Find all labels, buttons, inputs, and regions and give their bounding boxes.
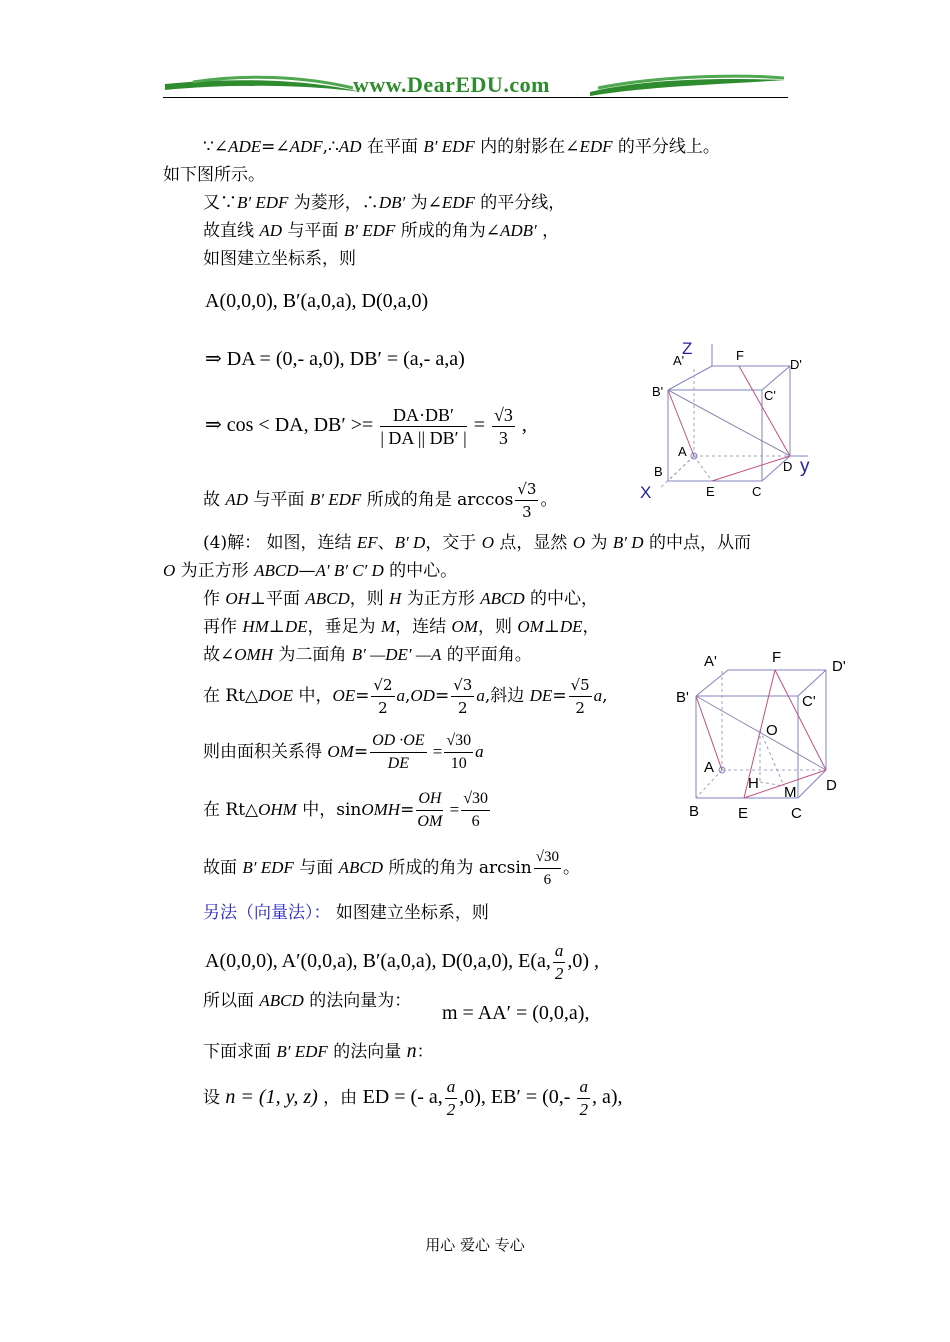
fraction-sqrt3-over-2: $\frac{√3}{2}$ (453, 676, 473, 717)
fig2-label-a: A (704, 759, 715, 776)
fig1-label-c: C (752, 484, 762, 499)
text-line-1: ∵∠ADE=∠ADF,∴AD 在平面 B′ EDF 内的射影在∠EDF 的平分线上。 (203, 137, 720, 157)
fig2-label-o: O (766, 722, 778, 739)
footer-motto: 用心 爱心 专心 (425, 1236, 525, 1254)
fraction-a-over-2-ed: $\frac{a}{2}$ (446, 1077, 456, 1119)
fraction-sqrt30-over-10: $\frac{√30}{10}$ (446, 732, 472, 772)
fig1-label-a: A (678, 444, 687, 459)
text-line-13: 则由面积关系得 OM= $\frac{OD \cdot OE}{DE}$ = $\frac{√30}{10}$ a (203, 730, 484, 775)
fig1-label-z: Z (682, 339, 693, 358)
header-rule (163, 97, 788, 98)
fig2-label-e: E (738, 805, 749, 822)
figure-cube-dihedral-angle (672, 648, 852, 824)
fig1-label-a1: A' (673, 353, 685, 368)
fraction-a-over-2: $\frac{a}{2}$ (554, 941, 564, 983)
fraction-sqrt5-over-2: $\frac{√5}{2}$ (570, 676, 590, 717)
text-line-15: 故面 B′ EDF 与面 ABCD 所成的角为 arcsin $\frac{√30}{6}$ 。 (203, 846, 580, 891)
fraction-dot-product: $\frac{DA\cdot DB'}{| DA || DB' |}$ (380, 405, 467, 448)
text-line-17: 所以面 ABCD 的法向量为： (203, 991, 412, 1011)
text-line-18: 下面求面 B′ EDF 的法向量 n： (203, 1040, 434, 1062)
text-line-14: 在 Rt△OHM 中，sinOMH= $\frac{OH}{OM}$ = $\frac{√30}{6}$ (203, 788, 492, 833)
text-line-3: 又∵B′ EDF 为菱形，∴DB′ 为∠EDF 的平分线， (203, 193, 566, 213)
fraction-arcsin: $\frac{√30}{6}$ (534, 846, 561, 891)
fig2-label-f: F (772, 649, 782, 666)
fraction-arccos: $\frac{√3}{3}$ (517, 480, 537, 521)
fig2-label-h: H (748, 775, 759, 792)
fig1-label-b1: B' (652, 384, 664, 399)
equation-vectors-1: ⇒ DA = (0,- a,0), DB′ = (a,- a,a) (205, 348, 465, 370)
text-line-9: 作 OH⊥平面 ABCD，则 H 为正方形 ABCD 的中心， (203, 589, 599, 609)
fig1-label-d1: D' (790, 357, 802, 372)
fig2-label-d1: D' (832, 658, 846, 675)
fraction-sqrt30-over-6: $\frac{√30}{6}$ (463, 790, 489, 830)
fig2-label-b1: B' (676, 689, 689, 706)
equation-cosine: ⇒ cos < DA, DB′ >= $\frac{DA\cdot DB'}{| DA || DB' |}$ = $\frac{√3}{3}$ , (205, 405, 527, 448)
equation-normal-m: m = AA′ = (0,0,a), (442, 1002, 590, 1024)
fraction-oh-over-om: $\frac{OH}{OM}$ (417, 790, 443, 830)
fig2-label-m: M (784, 784, 797, 801)
fig2-label-c: C (791, 805, 802, 822)
fig2-label-c1: C' (802, 693, 816, 710)
text-line-12: 在 Rt△DOE 中，OE= $\frac{√2}{2}$ a,OD= $\frac{√3}{2}$ a,斜边 DE= $\frac{√5}{2}$ a, (203, 676, 608, 717)
text-line-5: 如图建立坐标系，则 (203, 249, 356, 269)
fig1-label-y: y (800, 456, 810, 477)
text-line-2: 如下图所示。 (163, 165, 265, 185)
figure-cube-coordinate-system (640, 338, 820, 508)
text-line-6: 故 AD 与平面 B′ EDF 所成的角是 arccos $\frac{√3}{3}$ 。 (203, 480, 558, 521)
fraction-a-over-2-eb: $\frac{a}{2}$ (579, 1077, 588, 1119)
text-line-10: 再作 HM⊥DE，垂足为 M，连结 OM，则 OM⊥DE， (203, 617, 600, 637)
fraction-od-oe-over-de: $\frac{OD \cdot OE}{DE}$ (372, 732, 425, 772)
site-logo: www.DearEDU.com (353, 72, 550, 97)
text-line-4: 故直线 AD 与平面 B′ EDF 所成的角为∠ADB′ ， (203, 221, 560, 241)
text-line-16: 另法（向量法）： 如图建立坐标系，则 (203, 903, 489, 923)
equation-normal-n: 设 n = (1, y, z) ，由 ED = (- a, $\frac{a}{2}$ ,0), EB′ = (0,- $\frac{a}{2}$ , a), (203, 1077, 623, 1119)
fig1-label-f: F (736, 348, 744, 363)
fig1-label-b: B (654, 464, 663, 479)
equation-coordinates-2: A(0,0,0), A′(0,0,a), B′(a,0,a), D(0,a,0), E(a, $\frac{a}{2}$ ,0) , (205, 941, 600, 983)
fig1-label-c1: C' (764, 388, 776, 403)
fraction-sqrt3-over-3: $\frac{√3}{3}$ (493, 405, 513, 448)
text-line-11: 故∠OMH 为二面角 B′ —DE′ —A 的平面角。 (203, 645, 532, 665)
fig2-label-d: D (826, 777, 837, 794)
fig1-label-e: E (706, 484, 715, 499)
fig2-label-a1: A' (704, 653, 717, 670)
text-line-8: O 为正方形 ABCD—A′ B′ C′ D 的中心。 (163, 561, 458, 581)
alternate-method-label: 另法（向量法）： (203, 903, 331, 923)
fig2-label-b: B (689, 803, 700, 820)
equation-coordinates-1: A(0,0,0), B′(a,0,a), D(0,a,0) (205, 290, 429, 312)
fraction-sqrt2-over-2: $\frac{√2}{2}$ (373, 676, 393, 717)
fig1-label-d: D (783, 459, 793, 474)
text-line-7: (4)解： 如图，连结 EF、B′ D，交于 O 点，显然 O 为 B′ D 的中点，从而 (203, 533, 751, 553)
fig1-label-x: X (640, 483, 652, 502)
